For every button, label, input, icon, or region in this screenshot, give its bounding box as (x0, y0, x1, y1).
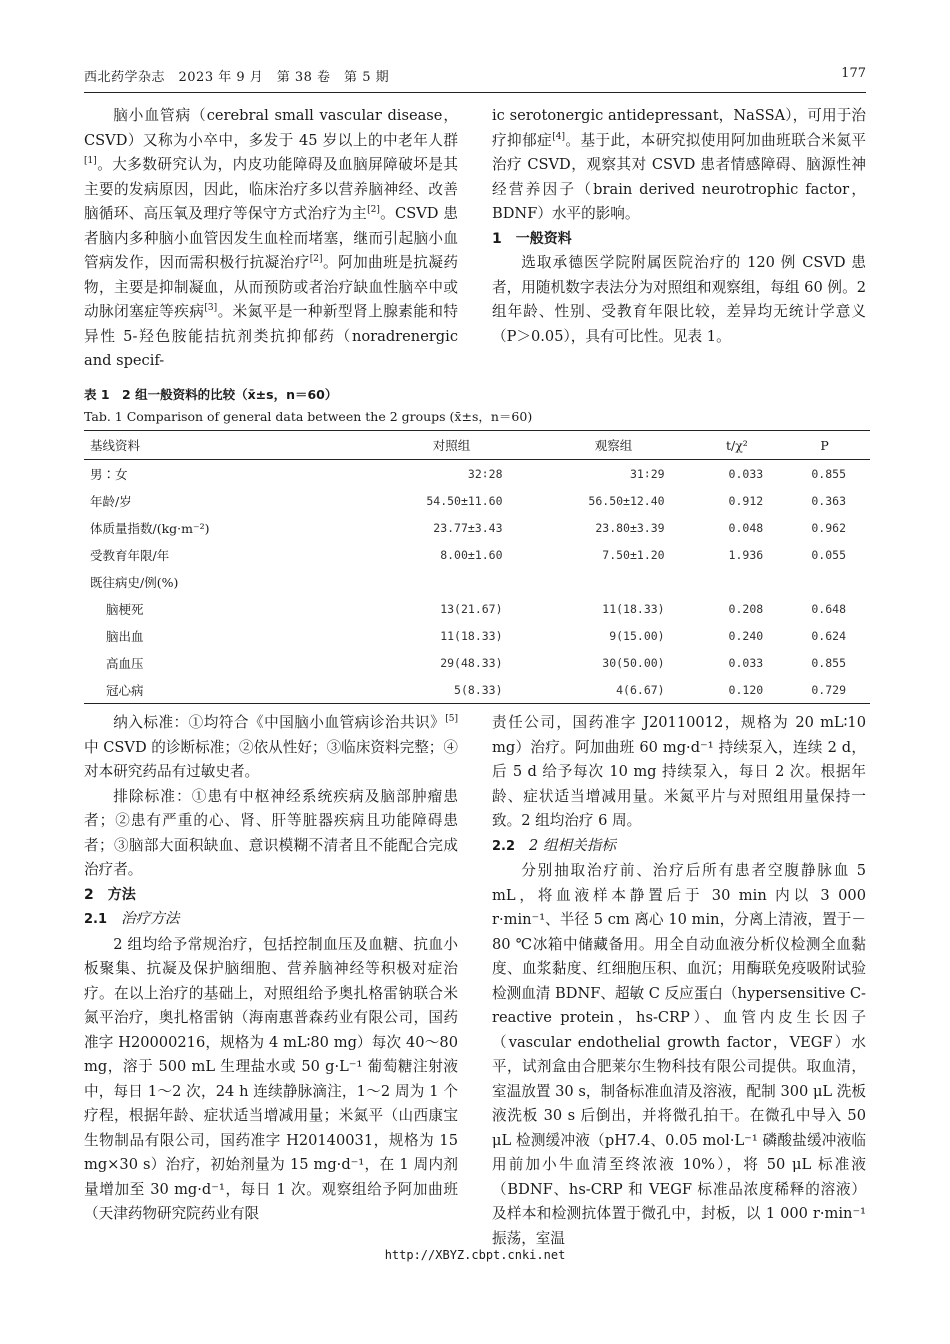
table-row (84, 460, 870, 488)
cell-p: 0.729 (779, 676, 870, 704)
cell-t: 1.936 (728, 547, 764, 562)
table-row (84, 541, 870, 568)
row-label: 既往病史/例(%) (90, 574, 179, 590)
col-header-control: 对照组 (370, 431, 532, 460)
cell-control: 11(18.33) (440, 628, 503, 643)
treatment-paragraph-cont: 责任公司，国药准字 J20110012，规格为 20 mL∶10 mg）治疗。阿加曲班 60 mg·d⁻¹ 持续泵入，连续 2 d，后 5 d 给予每次 10 mg 持续泵入，每日 2 次。根据年龄、症状适当增减用量。米氮平片与对照组用量保持一致。2 组均治疗 6 周。 (492, 714, 866, 829)
cell-t: 0.120 (695, 676, 780, 704)
cell-observation: 4(6.67) (533, 676, 695, 704)
cell-p: 0.624 (811, 628, 846, 643)
cell-t: 0.240 (728, 628, 764, 643)
row-label: 高血压 (106, 655, 144, 671)
cell-p: 0.648 (811, 601, 846, 616)
subsection-heading-2-1: 2.1 治疗方法 (84, 910, 180, 927)
table-row (84, 676, 870, 704)
table-row (84, 649, 870, 676)
row-label: 脑梗死 (106, 601, 144, 617)
citation-ref[interactable]: [2] (309, 254, 323, 265)
header-rule (84, 92, 866, 93)
subsection-heading-2-2: 2.2 2 组相关指标 (492, 836, 616, 854)
citation-ref[interactable]: [4] (552, 131, 565, 142)
section-heading-2: 2 方法 (84, 886, 136, 903)
row-label: 年龄/岁 (90, 493, 132, 509)
cell-observation: 7.50±1.20 (602, 547, 665, 562)
cell-observation: 56.50±12.40 (588, 493, 665, 508)
treatment-paragraph: 2 组均给予常规治疗，包括控制血压及血糖、抗血小板聚集、抗凝及保护脑细胞、营养脑神经等积极对症治疗。在以上治疗的基础上，对照组给予奥扎格雷钠联合米氮平治疗，奥扎格雷钠（海南惠普森药业有限公司，国药准字 H20000216，规格为 4 mL∶80 mg）每次 40～80 mg，溶于 500 mL 生理盐水或 50 g·L⁻¹ 葡萄糖注射液中，每日 1～2 次，24 h 连续静脉滴注，1～2 周为 1 个疗程，根据年龄、症状适当增减用量；米氮平（山西康宝生物制品有限公司，国药准字 H20140031，规格为 15 mg×30 s）治疗，初始剂量为 15 mg·d⁻¹，在 1 周内剂量增加至 30 mg·d⁻¹，每日 1 次。观察组给予阿加曲班（天津药物研究院药业有限 (84, 935, 458, 1222)
cell-control: 8.00±1.60 (440, 547, 503, 562)
col-header-t: t/χ² (695, 431, 780, 460)
table-row (84, 595, 870, 622)
journal-info: 西北药学杂志 2023 年 9 月 第 38 卷 第 5 期 (84, 70, 390, 85)
inclusion-criteria: 纳入标准：①均符合《中国脑小血管病诊治共识》[5]中 CSVD 的诊断标准；②依从性好；③临床资料完整；④对本研究药品有过敏史者。 (84, 714, 458, 780)
footer-url[interactable]: http://XBYZ.cbpt.cnki.net (384, 1248, 566, 1262)
cell-t (695, 568, 780, 595)
table-caption-en: Tab. 1 Comparison of general data between the 2 groups (x̄±s，n＝60) (84, 409, 533, 424)
row-label: 男∶女 (90, 466, 128, 482)
table-1 (84, 430, 870, 704)
cell-p: 0.855 (811, 466, 846, 481)
cell-t: 0.208 (728, 601, 764, 616)
cell-control: 23.77±3.43 (433, 520, 503, 535)
methods-column-left (84, 711, 458, 1227)
row-label: 体质量指数/(kg·m⁻²) (90, 520, 210, 536)
cell-observation: 30(50.00) (602, 655, 665, 670)
citation-ref[interactable]: [5] (445, 714, 458, 725)
cell-observation (533, 568, 695, 595)
cell-p: 0.962 (811, 520, 846, 535)
table-row (84, 622, 870, 649)
cell-p: 0.055 (811, 547, 846, 562)
cell-t: 0.912 (728, 493, 764, 508)
intro-column-left (84, 104, 458, 374)
cell-t: 0.033 (728, 655, 764, 670)
citation-ref[interactable]: [3] (204, 303, 218, 314)
row-label: 冠心病 (84, 676, 370, 704)
col-header-observation: 观察组 (533, 431, 695, 460)
intro-paragraph-cont: ic serotonergic antidepressant，NaSSA），可用于治疗抑郁症[4]。基于此，本研究拟使用阿加曲班联合米氮平治疗 CSVD，观察其对 CSVD 患者情感障碍、脑源性神经营养因子（brain derived neurotrophic factor，BDNF）水平的影响。 (492, 107, 866, 222)
running-header (84, 66, 866, 88)
methods-column-right (492, 711, 866, 1251)
cell-t: 0.048 (728, 520, 764, 535)
row-label: 受教育年限/年 (90, 547, 170, 563)
cell-control: 29(48.33) (440, 655, 503, 670)
col-header-baseline: 基线资料 (84, 431, 370, 460)
cell-p: 0.363 (811, 493, 846, 508)
cell-control: 5(8.33) (370, 676, 532, 704)
cell-observation: 31∶29 (629, 466, 665, 481)
exclusion-criteria: 排除标准：①患有中枢神经系统疾病及脑部肿瘤患者；②患有严重的心、肾、肝等脏器疾病且功能障碍患者；③脑部大面积缺血、意识模糊不清者且不能配合完成治疗者。 (84, 787, 458, 878)
table-header-row (84, 431, 870, 460)
table-row (84, 514, 870, 541)
cell-control (370, 568, 532, 595)
col-header-p: P (779, 431, 870, 460)
cell-observation: 9(15.00) (609, 628, 665, 643)
row-label: 脑出血 (106, 628, 144, 644)
cell-observation: 11(18.33) (602, 601, 665, 616)
cell-control: 54.50±11.60 (426, 493, 503, 508)
indicators-paragraph: 分别抽取治疗前、治疗后所有患者空腹静脉血 5 mL，将血液样本静置后于 30 min 内以 3 000 r·min⁻¹、半径 5 cm 离心 10 min，分离上清液，置于－80 ℃冰箱中储藏备用。用全自动血液分析仪检测全血黏度、血浆黏度、红细胞压积、血沉；用酶联免疫吸附试验检测血清 BDNF、超敏 C 反应蛋白（hypersensitive C-reactive protein，hs-CRP）、血管内皮生长因子（vascular endothelial growth factor，VEGF）水平，试剂盒由合肥莱尔生物科技有限公司提供。取血清，室温放置 30 s，制备标准血清及溶液，配制 300 μL 洗板液洗板 30 s 后倒出，并将微孔拍干。在微孔中导入 50 μL 检测缓冲液（pH7.4、0.05 mol·L⁻¹ 磷酸盐缓冲液临用前加小牛血清至终浓液 10%），将 50 μL 标准液（BDNF、hs-CRP 和 VEGF 标准品浓度稀释的溶液）及样本和检测抗体置于微孔中，封板，以 1 000 r·min⁻¹ 振荡，室温 (492, 862, 866, 1247)
cell-control: 13(21.67) (440, 601, 503, 616)
cell-p: 0.855 (811, 655, 846, 670)
citation-ref[interactable]: [2] (367, 205, 380, 216)
section-heading-1: 1 一般资料 (492, 230, 572, 247)
table-caption-cn: 表 1 2 组一般资料的比较（x̄±s，n＝60） (84, 387, 338, 402)
cell-control: 32∶28 (467, 466, 503, 481)
cell-t: 0.033 (728, 466, 764, 481)
general-data-paragraph: 选取承德医学院附属医院治疗的 120 例 CSVD 患者，用随机数字表法分为对照组和观察组，每组 60 例。2 组年龄、性别、受教育年限比较，差异均无统计学意义（P＞0.05），具有可比性。见表 1。 (492, 254, 866, 345)
cell-p (779, 568, 870, 595)
cell-observation: 23.80±3.39 (595, 520, 665, 535)
table-row (84, 568, 870, 595)
citation-ref[interactable]: [1] (84, 156, 97, 167)
intro-paragraph: 脑小血管病（cerebral small vascular disease，CSVD）又称为小卒中，多发于 45 岁以上的中老年人群[1]。大多数研究认为，内皮功能障碍及血脑屏障破坏是其主要的发病原因，因此，临床治疗多以营养脑神经、改善脑循环、高压氧及理疗等保守方式治疗为主[2]。CSVD 患者脑内多种脑小血管因发生血栓而堵塞，继而引起脑小血管病发作，因而需积极行抗凝治疗[2]。阿加曲班是抗凝药物，主要是抑制凝血，从而预防或者治疗缺血性脑卒中或动脉闭塞症等疾病[3]。米氮平是一种新型肾上腺素能和特异性 5-羟色胺能拮抗剂类抗抑郁药（noradrenergic and specif- (84, 107, 458, 369)
table-row (84, 487, 870, 514)
page-number: 177 (841, 66, 866, 81)
intro-column-right (492, 104, 866, 349)
